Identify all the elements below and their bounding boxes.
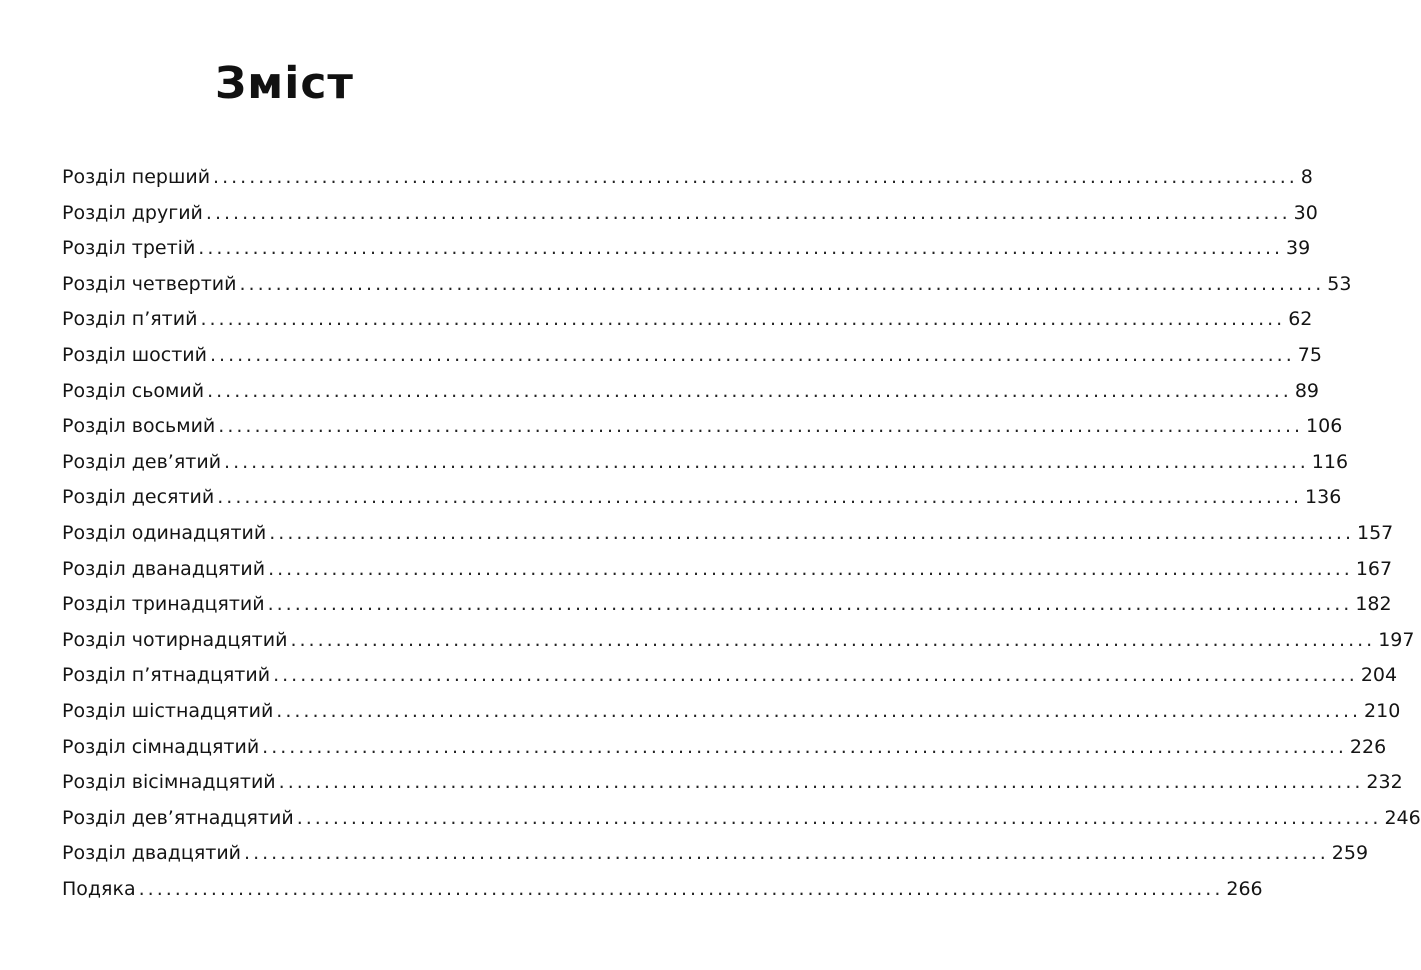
dot-leader: ........................................................................................................................ [239, 272, 1325, 295]
toc-entry[interactable] [62, 377, 1320, 413]
toc-entry-label: Розділ сімнадцятий [62, 735, 260, 758]
toc-entry[interactable] [62, 804, 1421, 840]
toc-entry[interactable] [62, 733, 1387, 769]
toc-page-number: 106 [1306, 415, 1343, 438]
toc-page-number: 197 [1378, 628, 1415, 651]
toc-entry-label: Розділ десятий [62, 486, 215, 509]
toc-page-number: 136 [1305, 486, 1342, 509]
toc-entry[interactable] [62, 483, 1342, 519]
dot-leader: ........................................................................................................................ [224, 450, 1309, 473]
toc-entry[interactable] [62, 199, 1318, 235]
dot-leader: ........................................................................................................................ [200, 308, 1286, 331]
toc-entry-label: Подяка [62, 877, 136, 900]
dot-leader: ........................................................................................................................ [278, 771, 1364, 794]
toc-page-number: 246 [1384, 806, 1421, 829]
toc-entry[interactable] [62, 626, 1415, 662]
dot-leader: ........................................................................................................................ [207, 379, 1292, 402]
toc-page-number: 53 [1327, 272, 1352, 295]
toc-entry[interactable] [62, 839, 1369, 875]
dot-leader: ........................................................................................................................ [218, 415, 1304, 438]
toc-page-number: 116 [1311, 450, 1349, 473]
table-of-contents [62, 163, 1421, 910]
dot-leader: ........................................................................................................................ [273, 664, 1358, 687]
toc-entry-label: Розділ четвертий [62, 272, 237, 295]
toc-page-number: 259 [1331, 842, 1369, 865]
toc-entry-label: Розділ п’ятий [62, 308, 198, 331]
toc-page-number: 8 [1300, 166, 1313, 188]
toc-entry[interactable] [62, 661, 1398, 697]
toc-entry-label: Розділ третій [62, 237, 196, 260]
toc-page-number: 157 [1356, 521, 1394, 544]
toc-entry-label: Розділ п’ятнадцятий [62, 664, 271, 687]
dot-leader: ........................................................................................................................ [213, 166, 1298, 188]
toc-entry[interactable] [62, 305, 1313, 341]
toc-entry-label: Розділ восьмий [62, 415, 216, 438]
toc-page-number: 62 [1288, 308, 1313, 331]
dot-leader: ........................................................................................................................ [268, 557, 1353, 580]
toc-entry[interactable] [62, 234, 1311, 270]
toc-entry-label: Розділ перший [62, 166, 211, 188]
dot-leader: ........................................................................................................................ [290, 628, 1376, 651]
toc-entry-label: Розділ шістнадцятий [62, 699, 274, 722]
toc-entry[interactable] [62, 448, 1349, 484]
dot-leader: ........................................................................................................................ [217, 486, 1303, 509]
dot-leader: ........................................................................................................................ [267, 593, 1353, 616]
toc-entry-label: Розділ другий [62, 201, 203, 224]
toc-entry-label: Розділ сьомий [62, 379, 205, 402]
toc-page-number: 182 [1355, 593, 1392, 616]
dot-leader: ........................................................................................................................ [210, 343, 1295, 366]
page-title: Зміст [215, 58, 354, 109]
toc-entry[interactable] [62, 697, 1401, 733]
dot-leader: ........................................................................................................................ [276, 699, 1362, 722]
toc-entry[interactable] [62, 768, 1403, 804]
toc-entry[interactable] [62, 412, 1343, 448]
dot-leader: ........................................................................................................................ [262, 735, 1347, 758]
toc-entry[interactable] [62, 163, 1313, 199]
toc-page-number: 167 [1355, 557, 1393, 580]
toc-entry[interactable] [62, 270, 1352, 306]
toc-page-number: 30 [1293, 201, 1318, 224]
toc-page-number: 204 [1360, 664, 1398, 687]
dot-leader: ........................................................................................................................ [296, 806, 1382, 829]
toc-page-number: 226 [1349, 735, 1387, 758]
toc-entry[interactable] [62, 519, 1394, 555]
toc-page-number: 39 [1286, 237, 1311, 260]
toc-entry-label: Розділ шостий [62, 343, 208, 366]
toc-entry-label: Розділ дев’ятнадцятий [62, 806, 294, 829]
dot-leader: ........................................................................................................................ [244, 842, 1329, 865]
toc-entry-label: Розділ дванадцятий [62, 557, 266, 580]
toc-entry-label: Розділ тринадцятий [62, 593, 265, 616]
toc-entry-label: Розділ чотирнадцятий [62, 628, 288, 651]
toc-entry[interactable] [62, 341, 1322, 377]
toc-page-number: 266 [1226, 877, 1263, 900]
toc-page-number: 210 [1364, 699, 1401, 722]
toc-entry-label: Розділ вісімнадцятий [62, 771, 276, 794]
dot-leader: ........................................................................................................................ [205, 201, 1291, 224]
toc-entry[interactable] [62, 875, 1263, 911]
toc-page-number: 232 [1366, 771, 1403, 794]
toc-entry-label: Розділ одинадцятий [62, 521, 267, 544]
toc-entry-label: Розділ дев’ятий [62, 450, 222, 473]
toc-entry[interactable] [62, 555, 1393, 591]
dot-leader: ........................................................................................................................ [269, 521, 1354, 544]
dot-leader: ........................................................................................................................ [198, 237, 1284, 260]
dot-leader: ........................................................................................................................ [138, 877, 1224, 900]
toc-page-number: 89 [1294, 379, 1320, 402]
toc-entry[interactable] [62, 590, 1392, 626]
toc-page-number: 75 [1297, 343, 1322, 366]
toc-entry-label: Розділ двадцятий [62, 842, 242, 865]
